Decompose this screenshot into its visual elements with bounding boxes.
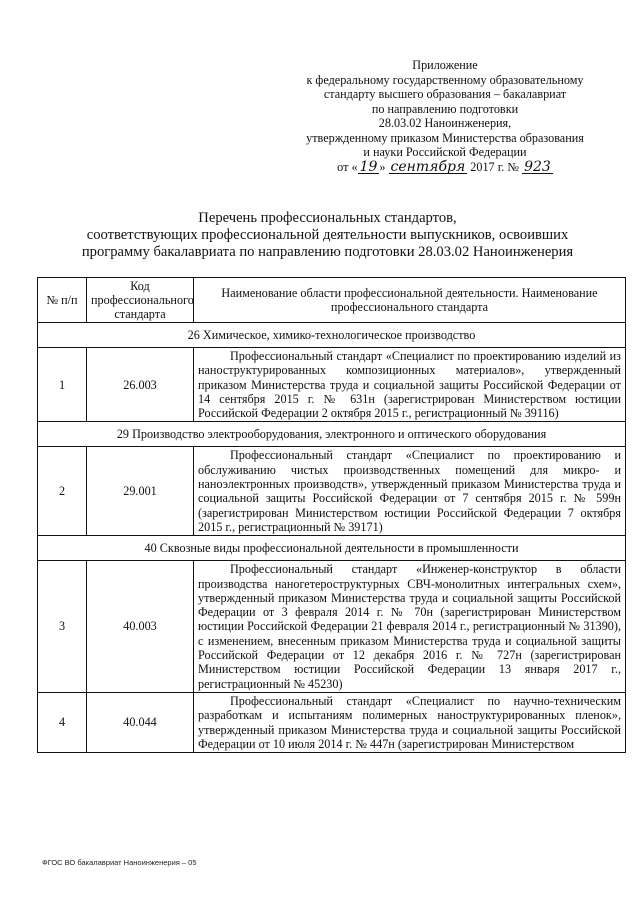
date-month: сентября [390,158,466,175]
section-row [38,323,626,348]
section-title: 26 Химическое, химико-технологическое производство [38,323,626,348]
row-num: 1 [38,348,87,422]
row-text [194,447,626,536]
appendix-line: Приложение [412,58,478,72]
date-prefix: от « [337,159,358,174]
table-header-row [38,278,626,323]
date-day: 19 [359,158,378,175]
row-code: 29.001 [87,447,194,536]
title-line: Перечень профессиональных стандартов, [198,210,457,226]
appendix-line: по направлению подготовки [371,101,519,116]
row-num: 3 [38,561,87,693]
table-row [38,447,626,536]
section-title: 29 Производство электрооборудования, электронного и оптического оборудования [38,422,626,447]
title-line: программу бакалавриата по направлению подготовки 28.03.02 Наноинженерия [81,244,574,260]
page-footer: ФГОС ВО бакалавриат Наноинженерия – 05 [42,858,197,867]
row-text [194,561,626,693]
table-row [38,561,626,693]
row-code: 26.003 [87,348,194,422]
row-num: 4 [38,692,87,752]
header-name: Наименование области профессиональной деятельности. Наименование профессионального стандарта [194,278,626,323]
appendix-line: 28.03.02 Наноинженерия, [378,116,512,130]
table-row [38,348,626,422]
header-code: Код профессионального стандарта [87,278,194,323]
header-num: № п/п [38,278,87,323]
appendix-line: к федеральному государственному образовательному [306,72,584,87]
row-text-content: Профессиональный стандарт «Специалист по проектированию изделий из наноструктурированных композиционных материалов», утвержденный приказом Министерства труда и социальной защиты Российской Федерации от 14 сентября 2015 г. № 631н (зарегистрирован Министерством юстиции Российской Федерации 2 октября 2015 г., регистрационный № 39116) [198,349,621,421]
order-number: 923 [524,158,551,175]
section-row [38,536,626,561]
row-code: 40.044 [87,692,194,752]
date-mid: » [379,159,389,174]
section-row [38,422,626,447]
date-year: 2017 г. № [467,159,523,174]
table-row [38,692,626,752]
row-text-content: Профессиональный стандарт «Специалист по проектированию и обслуживанию чистых производственных помещений для микро- и наноэлектронных производств», утвержденный приказом Министерства труда и социальной защиты Российской Федерации от 7 сентября 2015 г. № 599н (зарегистрирован Министерством юстиции Российской Федерации 7 октября 2015 г., регистрационный № 39171) [198,448,621,534]
row-text [194,348,626,422]
appendix-line: утвержденному приказом Министерства образования [306,130,584,145]
row-code: 40.003 [87,561,194,693]
row-text-content: Профессиональный стандарт «Специалист по научно-техническим разработкам и испытаниям полимерных наноструктурированных пленок», утвержденный приказом Министерства труда и социальной защиты Российской Федерации от 10 июля 2014 г. № 447н (зарегистрирован Министерством [198,693,621,751]
standards-table [37,277,626,753]
section-title: 40 Сквозные виды профессиональной деятельности в промышленности [38,536,626,561]
appendix-line: и науки Российской Федерации [363,145,527,159]
appendix-line: стандарту высшего образования – бакалавриат [323,87,567,101]
title-line: соответствующих профессиональной деятельности выпускников, освоивших [86,227,569,243]
row-num: 2 [38,447,87,536]
row-text [194,692,626,752]
row-text-content: Профессиональный стандарт «Инженер-конструктор в области производства наногетероструктурных СВЧ-монолитных интегральных схем», утвержденный приказом Министерства труда и социальной защиты Российской Федерации от 3 февраля 2014 г. № 70н (зарегистрирован Министерством юстиции Российской Федерации 21 февраля 2014 г., регистрационный № 31390), с изменением, внесенным приказом Министерства труда и социальной защиты Российской Федерации от 12 декабря 2016 г. № 727н (зарегистрирован Министерством юстиции Российской Федерации 13 января 2017 г., регистрационный № 45230) [198,562,621,691]
